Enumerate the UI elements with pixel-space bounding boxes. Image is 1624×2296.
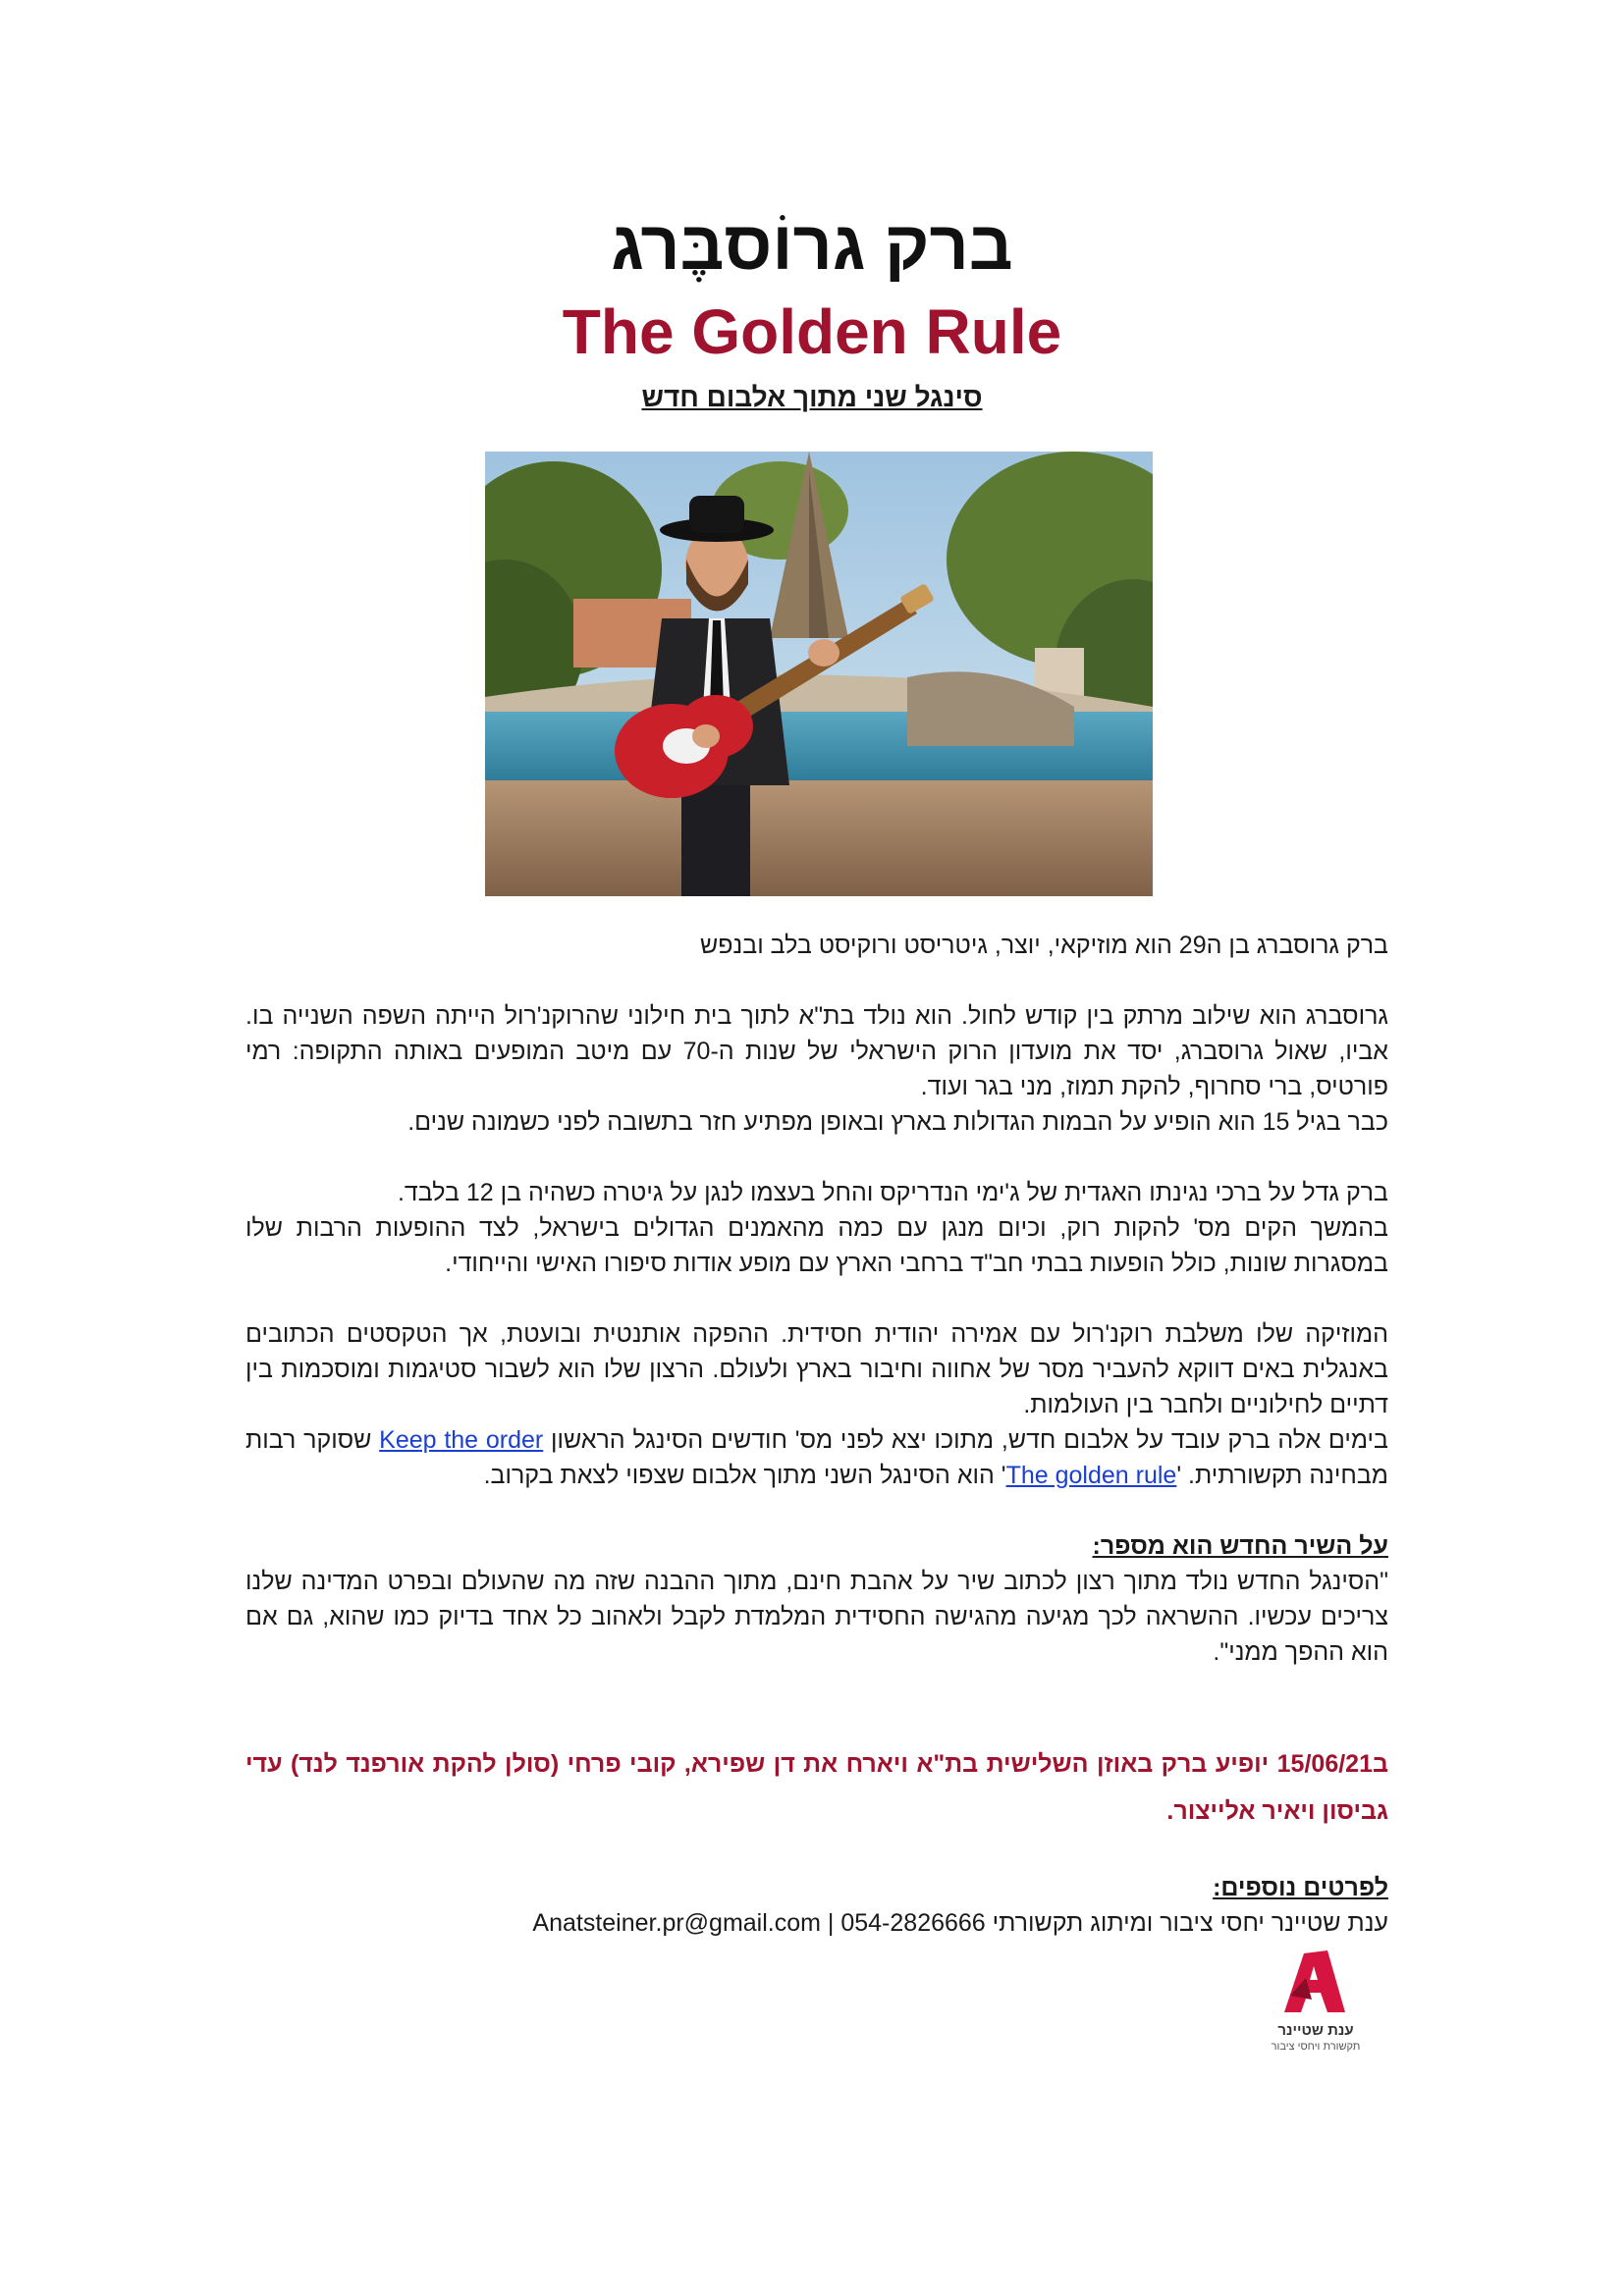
logo-tagline: תקשורת ויחסי ציבור [1271,2041,1361,2053]
keep-the-order-link[interactable]: Keep the order [379,1426,544,1454]
song-heading: על השיר החדש הוא מספר: [1092,1532,1388,1560]
contact-line: ענת שטיינר יחסי ציבור ומיתוג תקשורתי Anatsteiner.pr@gmail.com | 054-2826666 [532,1909,1388,1937]
paragraph-background-2: כבר בגיל 15 הוא הופיע על הבמות הגדולות בארץ ובאופן מפתיע חזר בתשובה לפני כשמונה שנים. [407,1108,1388,1136]
golden-rule-link[interactable]: The golden rule [1005,1462,1177,1489]
artist-photo [485,452,1153,896]
album-text-a: בימים אלה ברק עובד על אלבום חדש, מתוכו יצא לפני מס' חודשים הסינגל הראשון [543,1426,1388,1454]
paragraph-background-1: גרוסברג הוא שילוב מרתק בין קודש לחול. הוא נולד בת"א לתוך בית חילוני שהרוקנ'רול הייתה השפה השנייה בו. אביו, שאול גרוסברג, יסד את מועדון הרוק הישראלי של שנות ה-70 עם מיטב המופעים באותה התקופה: רמי פורטיס, ברי סחרוף, להקת תמוז, מני בגר ועוד. [245,1002,1388,1100]
agency-logo [1267,1949,1365,2056]
paragraph-style: המוזיקה שלו משלבת רוקנ'רול עם אמירה יהודית חסידית. ההפקה אותנטית ובועטת, אך הטקסטים הכתובים באנגלית באים דווקא להעביר מסר של אחווה וחיבור בארץ ולעולם. הרצון שלו הוא לשבור סטיגמות ומוסכמות בין דתיים לחילוניים ולחבר בין העולמות. [245,1320,1388,1418]
song-quote: "הסינגל החדש נולד מתוך רצון לכתוב שיר על אהבת חינם, מתוך ההבנה שזה מה שהעולם ובפרט המדינה שלנו צריכים עכשיו. ההשראה לכך מגיעה מהגישה החסידית המלמדת לקבל ולאהוב כל אחד בדיוק כמו שהוא, גם אם הוא ההפך ממני". [245,1568,1388,1666]
single-title: The Golden Rule [562,296,1062,367]
logo-name: ענת שטיינר [1277,2022,1354,2039]
subtitle: סינגל שני מתוך אלבום חדש [641,382,983,412]
logo-mark-icon [1267,1949,1365,2017]
intro-paragraph: ברק גרוסברג בן ה29 הוא מוזיקאי, יוצר, גיטריסט ורוקיסט בלב ובנפש [700,932,1388,959]
album-text-c: ' הוא הסינגל השני מתוך אלבום שצפוי לצאת בקרוב. [483,1462,1006,1489]
article-body [245,928,1388,1941]
event-announcement: ב15/06/21 יופיע ברק באוזן השלישית בת"א ויארח את דן שפירא, קובי פרחי (סולן להקת אורפנד לנד) עדי גביסון ויאיר אלייצור. [245,1750,1388,1825]
contact-heading: לפרטים נוספים: [1213,1874,1388,1901]
paragraph-music-1: ברק גדל על ברכי נגינתו האגדית של ג'ימי הנדריקס והחל בעצמו לנגן על גיטרה כשהיה בן 12 בלבד. [397,1179,1388,1206]
paragraph-album [245,1422,1388,1493]
artist-name-title: ברק גרוֹסבֶּרג [611,207,1013,284]
paragraph-music-2: בהמשך הקים מס' להקות רוק, וכיום מנגן עם כמה מהאמנים הגדולים בישראל, לצד ההופעות הרבות שלו במסגרות שונות, כולל הופעות בבתי חב"ד ברחבי הארץ עם מופע אודות סיפורו האישי והייחודי. [245,1214,1388,1277]
album-text-b: שסוקר רבות מבחינה תקשורתית. ' [245,1426,1388,1489]
